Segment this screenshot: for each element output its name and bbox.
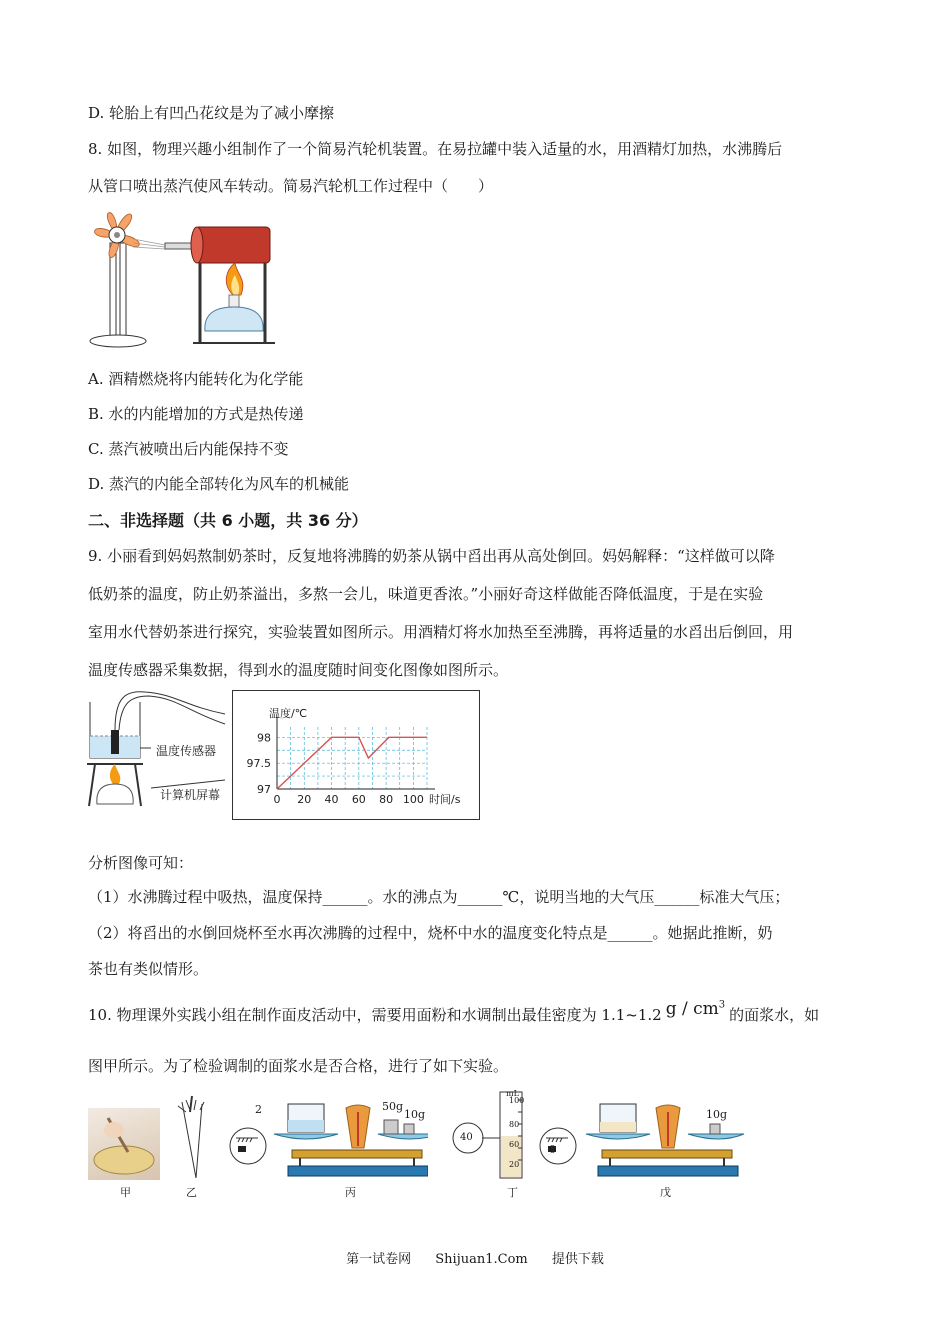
weight-wu-10g — [710, 1124, 720, 1134]
weight-wu-label: 10g — [706, 1108, 728, 1121]
weight-10g — [404, 1124, 414, 1134]
q10-line2: 图甲所示。为了检验调制的面浆水是否合格，进行了如下实验。 — [88, 1057, 509, 1075]
x-tick-label: 80 — [379, 793, 394, 806]
y-tick-label: 98 — [257, 731, 271, 745]
x-tick-label: 100 — [402, 793, 424, 806]
sensor-probe-icon — [111, 730, 119, 754]
cylinder-tick-100: 100 — [509, 1096, 525, 1105]
weight-bing-10g: 10g — [404, 1108, 426, 1121]
footer-site-cn: 第一试卷网 — [346, 1252, 412, 1267]
q10-line1-pre: 10. 物理课外实践小组在制作面皮活动中，需要用面粉和水调制出最佳密度为 1.1~1.2 — [88, 1006, 662, 1024]
q10-line1-post: 的面浆水，如 — [729, 1006, 820, 1024]
alcohol-lamp-icon — [205, 307, 263, 331]
q9-analysis: 分析图像可知： — [88, 854, 194, 872]
temperature-chart-frame — [232, 690, 480, 820]
x-tick-label: 60 — [351, 793, 366, 806]
fan-icon — [95, 213, 140, 258]
q8-option-d: D. 蒸汽的内能全部转化为风车的机械能 — [88, 475, 350, 493]
q8-stem-line2: 从管口喷出蒸汽使风车转动。简易汽轮机工作过程中（ ） — [88, 177, 494, 195]
x-axis-label: 时间/s — [429, 793, 461, 806]
y-axis-label: 温度/℃ — [269, 707, 308, 720]
figure-yi — [172, 1092, 212, 1184]
scale-bing: 2 — [255, 1103, 262, 1116]
caption-jia: 甲 — [120, 1186, 131, 1199]
x-tick-label: 0 — [273, 793, 281, 806]
q7-option-d: D. 轮胎上有凹凸花纹是为了减小摩擦 — [88, 104, 335, 122]
photo-jia — [88, 1108, 160, 1180]
steam-turbine-figure — [85, 203, 285, 351]
footer-site-en: Shijuan1.Com — [435, 1252, 528, 1267]
caption-ding: 丁 — [507, 1186, 518, 1199]
cylinder-tick-80: 80 — [509, 1120, 520, 1129]
density-unit — [666, 999, 725, 1019]
q8-option-a: A. 酒精燃烧将内能转化为化学能 — [88, 370, 304, 388]
density-unit-exp: 3 — [718, 999, 726, 1011]
q9-sub2-line2: 茶也有类似情形。 — [88, 960, 209, 978]
can-icon — [195, 227, 270, 263]
caption-yi: 乙 — [186, 1186, 197, 1199]
cylinder-tick-20: 20 — [509, 1160, 520, 1169]
q8-option-c: C. 蒸汽被喷出后内能保持不变 — [88, 440, 289, 458]
q9-sub2-line1: （2）将舀出的水倒回烧杯至水再次沸腾的过程中，烧杯中水的温度变化特点是______。她据此推断，奶 — [88, 924, 773, 942]
y-tick-label: 97 — [257, 783, 271, 796]
q8-stem-line1: 8. 如图，物理兴趣小组制作了一个简易汽轮机装置。在易拉罐中装入适量的水，用酒精灯加热，水沸腾后 — [88, 140, 783, 158]
density-unit-base: g / cm — [665, 999, 719, 1019]
scale-wu: 0 — [549, 1143, 556, 1156]
q9-line1: 9. 小丽看到妈妈熬制奶茶时，反复地将沸腾的奶茶从锅中舀出再从高处倒回。妈妈解释：“这样做可以降 — [88, 547, 775, 565]
x-tick-label: 40 — [324, 793, 339, 806]
temperature-chart — [233, 691, 479, 819]
weight-bing-50g: 50g — [382, 1100, 404, 1113]
q9-line2: 低奶茶的温度，防止奶茶溢出，多熬一会儿，味道更香浓。”小丽好奇这样做能否降低温度，于是在实验 — [88, 585, 764, 603]
page-footer — [0, 1248, 950, 1267]
label-sensor: 温度传感器 — [156, 744, 217, 758]
weight-50g — [384, 1120, 398, 1134]
q8-option-b: B. 水的内能增加的方式是热传递 — [88, 405, 304, 423]
y-tick-label: 97.5 — [246, 757, 271, 771]
section2-title: 二、非选择题（共 6 小题，共 36 分） — [88, 511, 368, 530]
q9-line3: 室用水代替奶茶进行探究，实验装置如图所示。用酒精灯将水加热至至沸腾，再将适量的水舀出后倒回，用 — [88, 623, 794, 641]
cylinder-reading: 40 — [460, 1132, 473, 1143]
label-screen: 计算机屏幕 — [160, 788, 221, 802]
fan-pole — [110, 243, 116, 343]
cylinder-unit: mL — [506, 1089, 519, 1098]
x-tick-label: 20 — [297, 793, 312, 806]
q9-sub1: （1）水沸腾过程中吸热，温度保持______。水的沸点为______℃，说明当地的大气压______标准大气压； — [88, 888, 790, 906]
q9-line4: 温度传感器采集数据，得到水的温度随时间变化图像如图所示。 — [88, 661, 509, 679]
caption-bing: 丙 — [345, 1186, 356, 1199]
caption-wu: 戊 — [660, 1186, 671, 1199]
cylinder-tick-60: 60 — [509, 1140, 520, 1149]
footer-download: 提供下载 — [551, 1252, 604, 1267]
q10-line1 — [88, 999, 820, 1025]
